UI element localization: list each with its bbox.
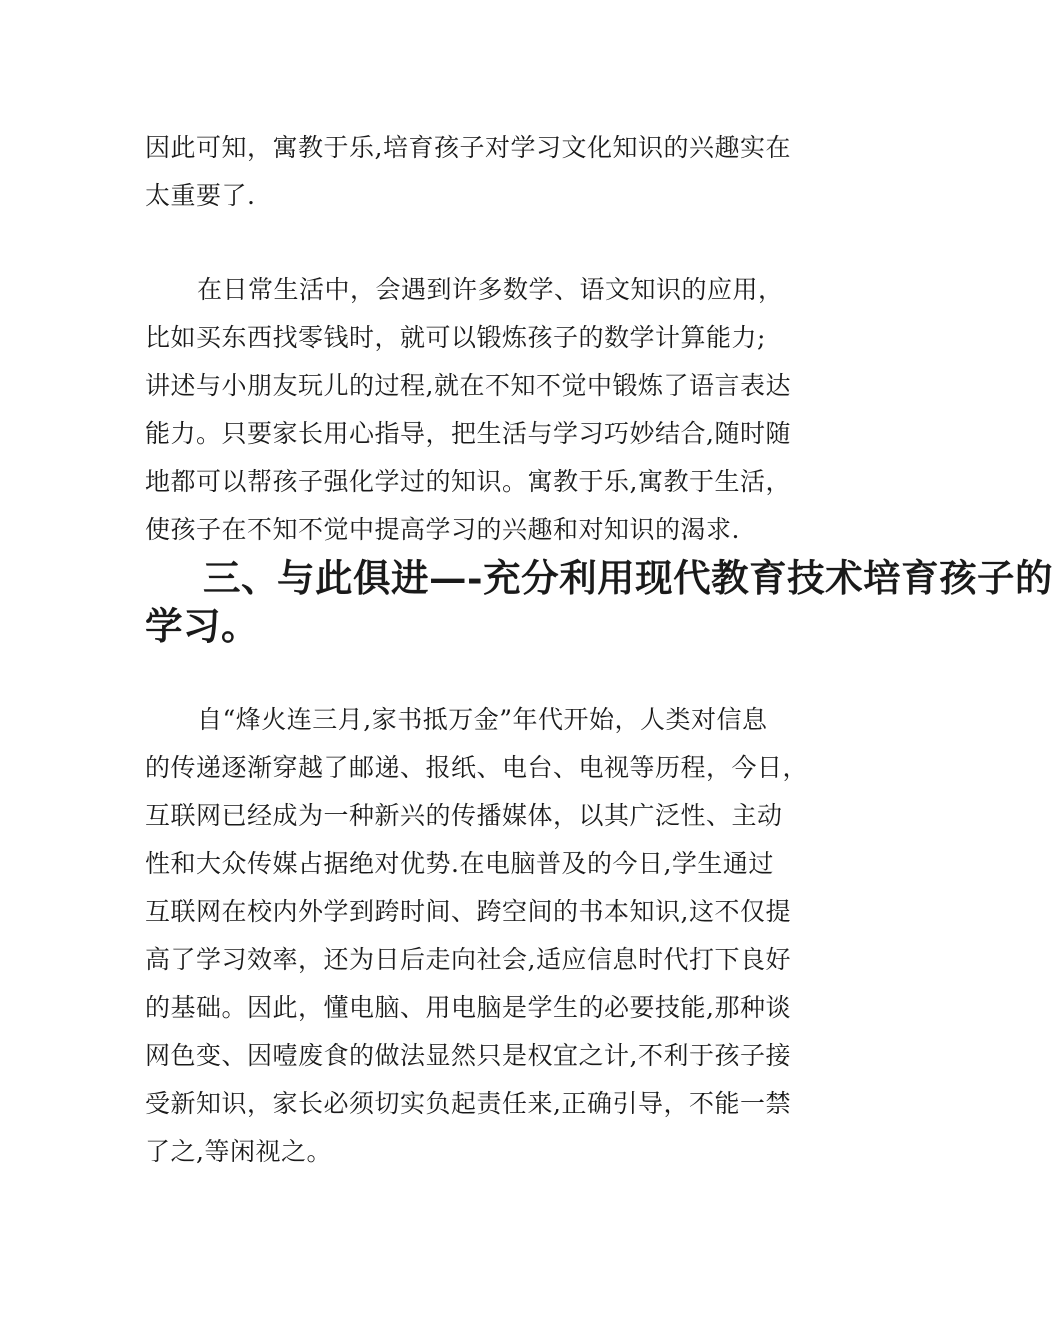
section-title-line-2: 学习。 [145,604,259,648]
text-line: 因此可知，寓教于乐,培育孩子对学习文化知识的兴趣实在 [145,133,791,162]
paragraph-intro-conclusion [145,124,805,220]
paragraph-internet [145,696,809,1176]
section-title-line-1: 与此俱进—-充分利用现代教育技术培育孩子的 [277,556,1053,600]
text-line: 互联网已经成为一种新兴的传播媒体，以其广泛性、主动 [145,801,783,830]
text-line: 的基础。因此，懂电脑、用电脑是学生的必要技能,那种谈 [145,993,791,1022]
text-line: 太重要了. [145,181,256,210]
text-line: 互联网在校内外学到跨时间、跨空间的书本知识,这不仅提 [145,897,791,926]
text-line: 比如买东西找零钱时，就可以锻炼孩子的数学计算能力; [145,323,766,352]
paragraph-daily-life [145,266,805,554]
text-line: 自“烽火连三月,家书抵万金”年代开始，人类对信息 [197,705,768,734]
text-line: 的传递逐渐穿越了邮递、报纸、电台、电视等历程，今日， [145,753,809,782]
section-number: 三、 [203,556,279,600]
section-heading [145,554,1053,650]
text-line: 高了学习效率，还为日后走向社会,适应信息时代打下良好 [145,945,791,974]
text-line: 地都可以帮孩子强化学过的知识。寓教于乐,寓教于生活， [145,467,791,496]
text-line: 在日常生活中，会遇到许多数学、语文知识的应用， [197,275,784,304]
text-line: 使孩子在不知不觉中提高学习的兴趣和对知识的渴求. [145,515,740,544]
text-line: 讲述与小朋友玩儿的过程,就在不知不觉中锻炼了语言表达 [145,371,791,400]
text-line: 能力。只要家长用心指导，把生活与学习巧妙结合,随时随 [145,419,791,448]
text-line: 网色变、因噎废食的做法显然只是权宜之计,不利于孩子接 [145,1041,791,1070]
document-page [145,124,1053,1176]
text-line: 受新知识，家长必须切实负起责任来,正确引导，不能一禁 [145,1089,791,1118]
text-line: 性和大众传媒占据绝对优势.在电脑普及的今日,学生通过 [145,849,774,878]
text-line: 了之,等闲视之。 [145,1137,332,1166]
